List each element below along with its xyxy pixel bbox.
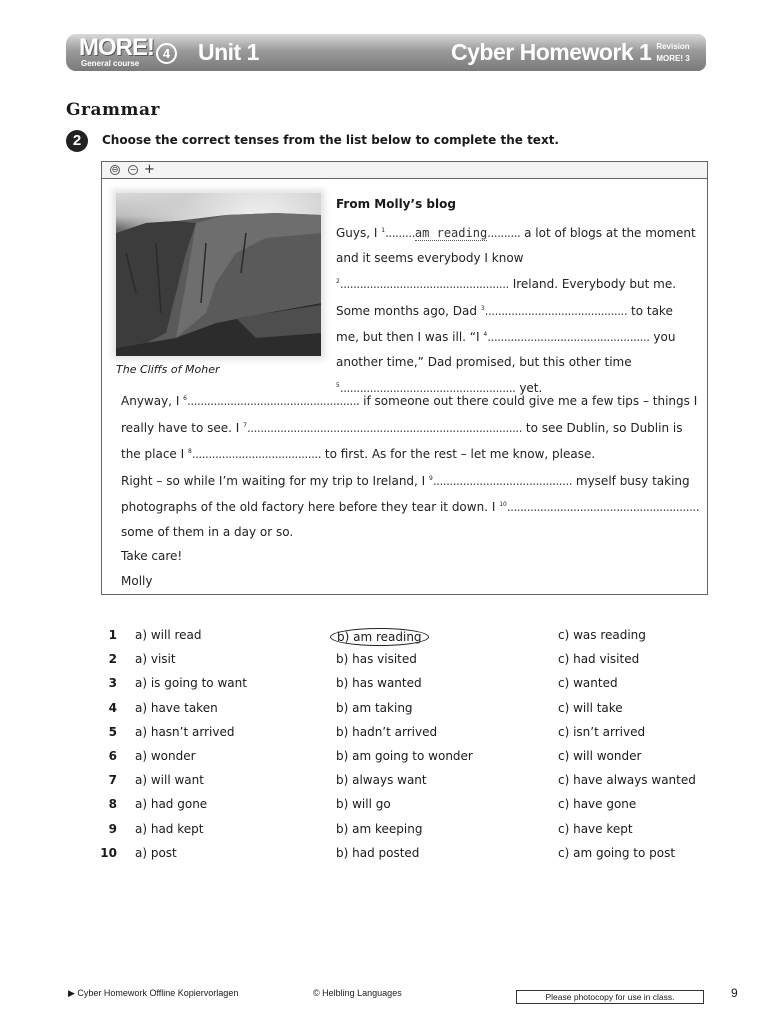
exercise-number: 2 xyxy=(66,130,88,152)
level-badge: 4 xyxy=(156,43,177,64)
option-b[interactable]: b) has wanted xyxy=(336,676,422,691)
blog-text: if someone out there could give me a few tips – things I really have to see. I xyxy=(121,394,698,435)
blog-signature: Molly xyxy=(121,573,153,588)
footer-left xyxy=(68,988,238,999)
option-c[interactable]: c) was reading xyxy=(558,628,646,642)
window-close-icon[interactable]: ⊖ xyxy=(111,165,119,174)
blog-text: Anyway, I xyxy=(121,394,184,408)
option-a[interactable]: a) visit xyxy=(135,652,176,667)
option-row xyxy=(100,652,720,676)
blog-text: Ireland. Everybody but me. Some months ago, Dad xyxy=(336,277,677,318)
option-c[interactable]: c) had visited xyxy=(558,652,640,667)
option-row xyxy=(100,725,720,749)
option-b[interactable]: b) will go xyxy=(336,797,391,812)
footer-photocopy-box: Please photocopy for use in class. xyxy=(516,990,704,1004)
option-c[interactable]: c) have always wanted xyxy=(558,773,696,788)
blog-text: Guys, I xyxy=(336,226,382,240)
page-header xyxy=(66,34,706,71)
option-c[interactable]: c) will take xyxy=(558,700,623,715)
window-maximize-icon[interactable]: + xyxy=(144,162,155,177)
option-a[interactable]: a) will read xyxy=(135,628,202,642)
photo-caption: The Cliffs of Moher xyxy=(116,363,220,376)
revision-line-2: MORE! 3 xyxy=(656,54,690,63)
blog-text: to take me, but then I was ill. “I xyxy=(336,303,673,344)
section-title: Cyber Homework 1 xyxy=(451,39,652,65)
option-c[interactable]: c) wanted xyxy=(558,676,618,691)
play-triangle-icon: ▶ xyxy=(68,988,78,998)
blog-text: some of them in a day or so. xyxy=(121,524,294,539)
blog-text: you another time,” Dad promised, but this other time xyxy=(336,330,676,369)
footer-copyright: © Helbling Languages xyxy=(313,988,402,998)
window-minimize-icon[interactable]: − xyxy=(129,165,137,174)
cliffs-photo xyxy=(116,193,321,356)
option-row xyxy=(100,846,720,870)
option-number: 9 xyxy=(108,821,117,836)
blog-text: to see Dublin, so Dublin is the place I xyxy=(121,420,683,461)
brand-logo: MORE! xyxy=(79,34,154,61)
answer-1: am reading xyxy=(414,226,488,240)
page-number: 9 xyxy=(731,986,738,1000)
option-row xyxy=(100,628,720,652)
option-row xyxy=(100,676,720,700)
blog-window xyxy=(101,161,708,595)
option-row xyxy=(100,749,720,773)
answer-options xyxy=(100,628,720,870)
option-a[interactable]: a) hasn’t arrived xyxy=(135,724,235,739)
window-titlebar xyxy=(102,162,707,179)
option-b[interactable]: b) always want xyxy=(336,773,427,788)
option-c[interactable]: c) have gone xyxy=(558,797,637,812)
option-b[interactable]: b) has visited xyxy=(336,652,417,667)
option-c[interactable]: c) have kept xyxy=(558,821,633,836)
option-number: 4 xyxy=(108,700,117,715)
option-a[interactable]: a) is going to want xyxy=(135,676,247,691)
revision-line-1: Revision xyxy=(656,42,690,51)
option-number: 5 xyxy=(108,724,117,739)
option-number: 8 xyxy=(108,797,117,812)
option-b-selected[interactable]: b) am reading xyxy=(330,628,429,646)
option-b[interactable]: b) am keeping xyxy=(336,821,423,836)
option-a[interactable]: a) will want xyxy=(135,773,204,788)
course-label: General course xyxy=(81,59,140,68)
option-row xyxy=(100,822,720,846)
footer-left-text: Cyber Homework Offline Kopiervorlagen xyxy=(77,988,239,998)
blog-closing: Take care! xyxy=(121,549,183,563)
section-heading: Grammar xyxy=(66,100,160,120)
blog-title: From Molly’s blog xyxy=(336,197,456,211)
blog-text-lower: Anyway, I $^6$.................................................... if someone out there could give me a few tips – things I really have to see. I $^7$................................................................................... to see Dublin, so Dublin is the place I $^8$....................................... to first. As for the rest – let me know, please. Right – so while I’m waiting for my trip to Ireland, I $^9$.......................................... myself busy taking photographs of the old factory here before they tear it down. I $^{10}$.......................................................... some of them in a day or so. Take care! Molly xyxy=(121,387,701,593)
option-b[interactable]: b) am going to wonder xyxy=(336,748,473,763)
blog-text: to first. As for the rest – let me know, please. xyxy=(321,447,596,461)
option-row xyxy=(100,773,720,797)
option-number: 6 xyxy=(108,748,117,763)
revision-label xyxy=(648,41,698,65)
option-number: 10 xyxy=(100,845,117,860)
blog-text: yet. xyxy=(515,381,543,395)
option-b[interactable]: b) had posted xyxy=(336,845,420,860)
blog-text: a lot of blogs at the moment and it seems everybody I know xyxy=(336,226,696,265)
option-number: 3 xyxy=(108,676,117,691)
blog-text: Right – so while I’m waiting for my trip to Ireland, I xyxy=(121,473,430,488)
blog-text: myself busy taking photographs of the old factory here before they tear it down. I xyxy=(121,473,690,514)
option-row xyxy=(100,797,720,821)
option-c[interactable]: c) isn’t arrived xyxy=(558,724,646,739)
option-number: 7 xyxy=(108,773,117,788)
option-c[interactable]: c) am going to post xyxy=(558,845,676,860)
option-b[interactable]: b) am taking xyxy=(336,700,413,715)
option-a[interactable]: a) wonder xyxy=(135,748,196,763)
option-c[interactable]: c) will wonder xyxy=(558,748,642,763)
option-number: 2 xyxy=(108,652,117,667)
option-a[interactable]: a) post xyxy=(135,845,177,860)
option-a[interactable]: a) had gone xyxy=(135,797,208,812)
blog-text-upper: Guys, I $^1$.........am reading.......... a lot of blogs at the moment and it seems everybody I know $^2$................................................... Ireland. Everybody but me. Some months ago, Dad $^3$........................................... to take me, but then I was ill. “I $^4$................................................. you another time,” Dad promised, but this other time $^5$..................................................... yet. xyxy=(336,226,696,395)
option-b[interactable]: b) hadn’t arrived xyxy=(336,724,438,739)
option-a[interactable]: a) have taken xyxy=(135,700,218,715)
option-row xyxy=(100,701,720,725)
cliff-illustration xyxy=(116,193,321,356)
option-a[interactable]: a) had kept xyxy=(135,821,204,836)
option-number: 1 xyxy=(108,628,117,642)
exercise-instruction: Choose the correct tenses from the list below to complete the text. xyxy=(102,133,559,147)
unit-title: Unit 1 xyxy=(198,39,259,65)
